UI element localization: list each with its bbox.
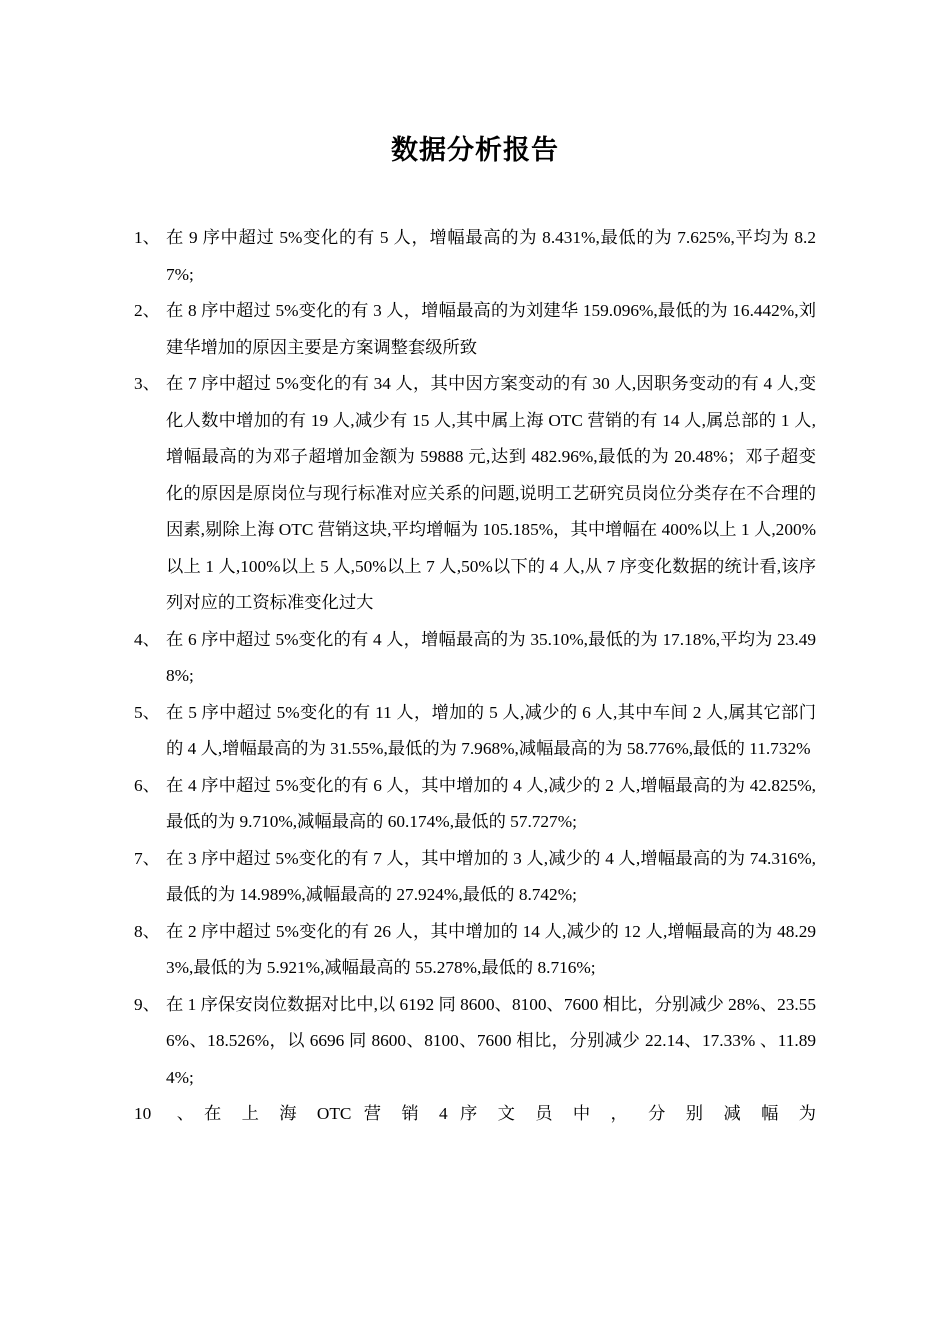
- report-list: [134, 220, 816, 1133]
- list-item-text: 在 7 序中超过 5%变化的有 34 人，其中因方案变动的有 30 人,因职务变动的有 4 人,变化人数中增加的有 19 人,减少有 15 人,其中属上海 OTC 营销的有 14 人,属总部的 1 人,增幅最高的为邓子超增加金额为 59888 元,达到 482.96%,最低的为 20.48%；邓子超变化的原因是原岗位与现行标准对应关系的问题,说明工艺研究员岗位分类存在不合理的因素,剔除上海 OTC 营销这块,平均增幅为 105.185%，其中增幅在 400%以上 1 人,200%以上 1 人,100%以上 5 人,50%以上 7 人,50%以下的 4 人,从 7 序变化数据的统计看,该序列对应的工资标准变化过大: [166, 374, 816, 612]
- list-item-text: 在 2 序中超过 5%变化的有 26 人，其中增加的 14 人,减少的 12 人,增幅最高的为 48.293%,最低的为 5.921%,减幅最高的 55.278%,最低的 8.716%;: [166, 921, 816, 977]
- list-item-number: 7、: [134, 848, 160, 868]
- list-item: [134, 293, 816, 366]
- list-item: [134, 1096, 816, 1133]
- list-item-text: 在 8 序中超过 5%变化的有 3 人，增幅最高的为刘建华 159.096%,最低的为 16.442%,刘建华增加的原因主要是方案调整套级所致: [166, 301, 816, 357]
- list-item: [134, 987, 816, 1097]
- list-item-text: 在 9 序中超过 5%变化的有 5 人，增幅最高的为 8.431%,最低的为 7.625%,平均为 8.27%;: [166, 228, 816, 284]
- list-item-text: 在 上 海 OTC 营 销 4 序 文 员 中 ， 分 别 减 幅 为: [204, 1104, 816, 1123]
- list-item-number: 1、: [134, 228, 160, 247]
- document-title: 数据分析报告: [391, 135, 559, 165]
- list-item: [134, 914, 816, 987]
- list-item-text: 在 5 序中超过 5%变化的有 11 人，增加的 5 人,减少的 6 人,其中车间 2 人,属其它部门的 4 人,增幅最高的为 31.55%,最低的为 7.968%,减幅最高的为 58.776%,最低的 11.732%: [166, 702, 816, 758]
- list-item-number: 9、: [134, 994, 160, 1014]
- list-item-text: 在 6 序中超过 5%变化的有 4 人，增幅最高的为 35.10%,最低的为 17.18%,平均为 23.498%;: [166, 629, 816, 685]
- list-item-text: 在 1 序保安岗位数据对比中,以 6192 同 8600、8100、7600 相比，分别减少 28%、23.556%、18.526%，以 6696 同 8600、8100、7600 相比，分别减少 22.14、17.33% 、11.894%;: [166, 994, 816, 1087]
- list-item: [134, 695, 816, 768]
- list-item-number: 4、: [134, 629, 160, 649]
- list-item: [134, 841, 816, 914]
- list-item-number: 8、: [134, 921, 160, 941]
- list-item: [134, 366, 816, 622]
- list-item-text: 在 3 序中超过 5%变化的有 7 人，其中增加的 3 人,减少的 4 人,增幅最高的为 74.316%,最低的为 14.989%,减幅最高的 27.924%,最低的 8.742%;: [166, 848, 816, 904]
- list-item-number: 6、: [134, 775, 160, 795]
- list-item: [134, 622, 816, 695]
- list-item-number: 3、: [134, 374, 160, 393]
- list-item: [134, 220, 816, 293]
- list-item: [134, 768, 816, 841]
- list-item-number: 5、: [134, 702, 160, 722]
- list-item-number: 10、: [134, 1104, 194, 1123]
- list-item-text: 在 4 序中超过 5%变化的有 6 人，其中增加的 4 人,减少的 2 人,增幅最高的为 42.825%,最低的为 9.710%,减幅最高的 60.174%,最低的 57.727%;: [166, 775, 816, 831]
- list-item-number: 2、: [134, 301, 160, 320]
